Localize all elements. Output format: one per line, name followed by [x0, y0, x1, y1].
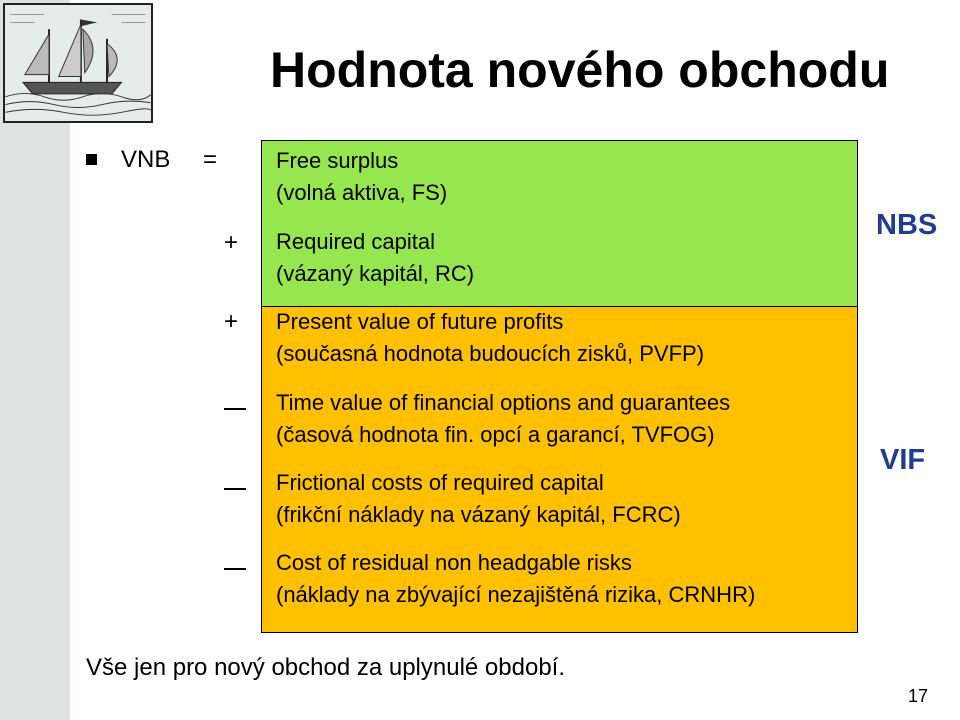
crnhr-line1: Cost of residual non headgable risks — [276, 550, 632, 575]
page-number: 17 — [908, 686, 929, 706]
fcrc-line1: Frictional costs of required capital — [276, 470, 604, 495]
pvfp-line2: (současná hodnota budoucích zisků, PVFP) — [276, 341, 705, 366]
vnb-label: VNB — [121, 146, 171, 173]
required-capital-line2: (vázaný kapitál, RC) — [276, 261, 475, 286]
minus-operator — [224, 408, 246, 410]
minus-operator — [224, 488, 246, 490]
vif-label: VIF — [880, 444, 926, 476]
slide-title: Hodnota nového obchodu — [270, 42, 890, 98]
free-surplus-line1: Free surplus — [276, 148, 399, 173]
pvfp-line1: Present value of future profits — [276, 309, 564, 334]
free-surplus-line2: (volná aktiva, FS) — [276, 180, 448, 205]
nbs-label: NBS — [876, 209, 938, 241]
fcrc-line2: (frikční náklady na vázaný kapitál, FCRC) — [276, 502, 681, 527]
ship-drawing — [5, 5, 151, 121]
sailing-ship-logo — [3, 3, 153, 123]
minus-operator — [224, 568, 246, 570]
plus-operator: + — [224, 308, 239, 335]
square-bullet-icon — [86, 154, 97, 165]
plus-operator: + — [224, 229, 239, 256]
crnhr-line2: (náklady na zbývající nezajištěná rizika, CRNHR) — [276, 582, 756, 607]
tvfog-line1: Time value of financial options and guarantees — [276, 390, 731, 415]
footer-note: Vše jen pro nový obchod za uplynulé období. — [86, 654, 566, 681]
required-capital-line1: Required capital — [276, 229, 435, 254]
tvfog-line2: (časová hodnota fin. opcí a garancí, TVFOG) — [276, 422, 715, 447]
equals-sign: = — [203, 146, 218, 173]
